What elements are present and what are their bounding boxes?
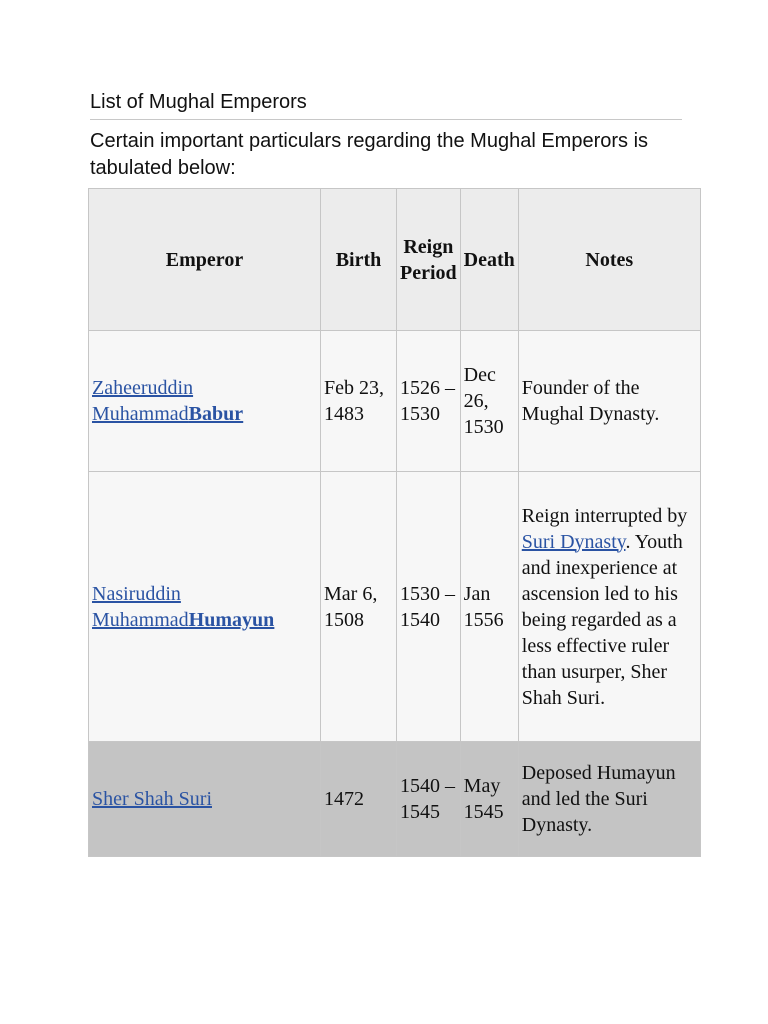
notes-cell	[518, 472, 700, 742]
table-row	[89, 331, 701, 472]
emperor-cell	[89, 472, 321, 742]
header-death: Death	[460, 189, 518, 331]
reign-cell: 1526 – 1530	[397, 331, 461, 472]
death-cell: May 1545	[460, 742, 518, 857]
emperor-link-sher-shah-suri[interactable]: Sher Shah Suri	[92, 788, 212, 810]
table-row	[89, 472, 701, 742]
notes-text-before: Reign interrupted by	[521, 504, 688, 527]
emperors-table	[88, 188, 701, 857]
notes-cell: Deposed Humayun and led the Suri Dynasty.	[518, 742, 700, 857]
emperor-name-prefix: Zaheeruddin Muhammad	[92, 377, 194, 425]
table-header-row	[89, 189, 701, 331]
birth-cell: Mar 6, 1508	[321, 472, 397, 742]
notes-text-after: . Youth and inexperience at ascension led to his being regarded as a less effective ruler than usurper, Sher Shah Suri.	[521, 530, 683, 709]
emperor-link-humayun[interactable]	[92, 583, 274, 631]
reign-cell: 1530 – 1540	[397, 472, 461, 742]
emperor-name-bold: Babur	[188, 403, 244, 425]
death-cell: Jan 1556	[460, 472, 518, 742]
emperor-cell	[89, 742, 321, 857]
emperor-cell	[89, 331, 321, 472]
reign-cell: 1540 – 1545	[397, 742, 461, 857]
table-row	[89, 742, 701, 857]
header-notes: Notes	[518, 189, 700, 331]
header-reign: Reign Period	[397, 189, 461, 331]
header-birth: Birth	[321, 189, 397, 331]
intro-text: Certain important particulars regarding the Mughal Emperors is tabulated below:	[90, 130, 649, 179]
emperor-name-prefix: Nasiruddin Muhammad	[92, 582, 189, 631]
birth-cell: 1472	[321, 742, 397, 857]
suri-dynasty-link[interactable]: Suri Dynasty	[521, 530, 626, 553]
header-emperor: Emperor	[89, 189, 321, 331]
notes-cell: Founder of the Mughal Dynasty.	[518, 331, 700, 472]
birth-cell: Feb 23, 1483	[321, 331, 397, 472]
death-cell: Dec 26, 1530	[460, 331, 518, 472]
page-heading: List of Mughal Emperors	[90, 91, 682, 120]
emperor-link-babur[interactable]	[92, 377, 243, 425]
emperor-name-bold: Humayun	[188, 608, 275, 631]
